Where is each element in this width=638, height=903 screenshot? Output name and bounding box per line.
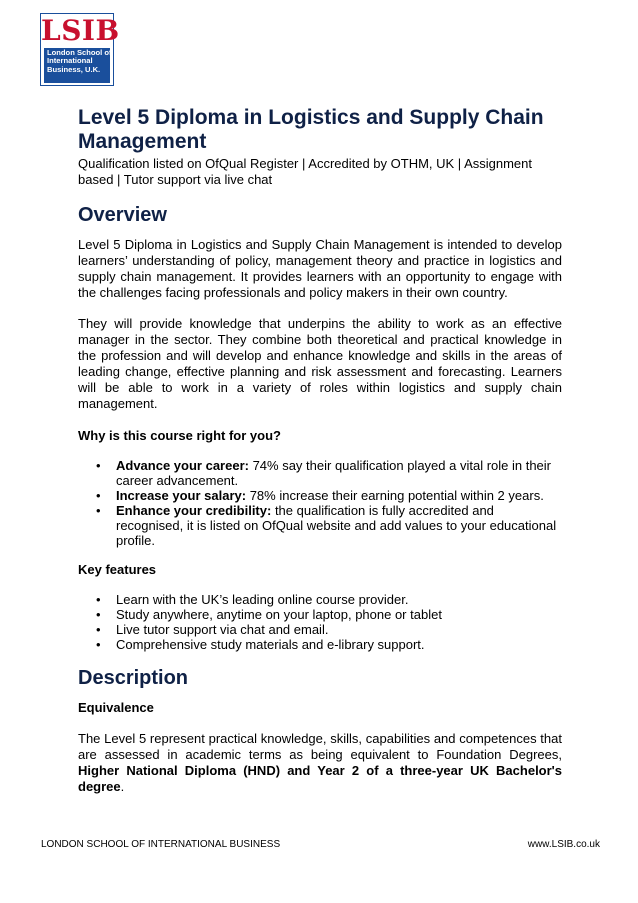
list-item: • Learn with the UK’s leading online course provider. bbox=[78, 592, 562, 607]
list-item bbox=[78, 458, 562, 488]
overview-paragraph: Level 5 Diploma in Logistics and Supply Chain Management is intended to develop learners’ understanding of policy, management theory and practice in logistics and supply chain management. It provides learners with an opportunity to engage with the challenges facing professionals and policy makers in their own country. bbox=[78, 237, 562, 300]
equivalence-heading: Equivalence bbox=[78, 700, 154, 715]
equivalence-text: The Level 5 represent practical knowledge, skills, capabilities and competences that are assessed in academic terms as being equivalent to Foundation Degrees, bbox=[78, 731, 562, 762]
overview-heading: Overview bbox=[78, 204, 167, 226]
list-item bbox=[78, 488, 562, 503]
document-body bbox=[78, 106, 562, 795]
overview-paragraph: They will provide knowledge that underpins the ability to work as an effective manager in the sector. They combine both theoretical and practical knowledge in the profession and will develop and enhance knowledge and skills in the areas of leading change, effective planning and risk assessment and forecasting. Learners will be able to work in a variety of roles within logistics and supply chain management. bbox=[78, 316, 562, 411]
logo-line: London School of bbox=[47, 48, 112, 57]
list-item: • Comprehensive study materials and e-library support. bbox=[78, 637, 562, 652]
benefit-label: Increase your salary: bbox=[116, 488, 247, 503]
why-heading: Why is this course right for you? bbox=[78, 428, 281, 443]
equivalence-paragraph bbox=[78, 731, 562, 795]
features-list bbox=[78, 592, 562, 652]
course-subtitle: Qualification listed on OfQual Register | Accredited by OTHM, UK | Assignment based | Tutor support via live chat bbox=[78, 156, 532, 187]
description-heading: Description bbox=[78, 667, 189, 689]
key-features-heading: Key features bbox=[78, 562, 157, 577]
page-title: Level 5 Diploma in Logistics and Supply Chain Management bbox=[78, 106, 544, 153]
lsib-logo bbox=[40, 13, 120, 86]
list-item: • Live tutor support via chat and email. bbox=[78, 622, 562, 637]
benefit-label: Advance your career: bbox=[116, 458, 249, 473]
logo-line: Business, U.K. bbox=[47, 64, 101, 74]
benefit-text: the qualification is fully accredited and recognised, it is listed on OfQual website and add values to your educational profile. bbox=[116, 503, 557, 548]
benefits-list bbox=[78, 458, 562, 548]
footer-website: www.LSIB.co.uk bbox=[527, 839, 600, 850]
benefit-text: 78% increase their earning potential within 2 years. bbox=[246, 488, 544, 503]
logo-wordmark: LSIB bbox=[41, 14, 120, 47]
benefit-text: 74% say their qualification played a vital role in their career advancement. bbox=[116, 458, 552, 488]
footer-school-name: LONDON SCHOOL OF INTERNATIONAL BUSINESS bbox=[41, 839, 281, 850]
logo-line: International bbox=[47, 56, 93, 66]
list-item bbox=[78, 503, 562, 548]
list-item: • Study anywhere, anytime on your laptop, phone or tablet bbox=[78, 607, 562, 622]
logo-school-name bbox=[44, 48, 110, 83]
equivalence-highlight: Higher National Diploma (HND) and Year 2 of a three-year UK Bachelor's degree bbox=[78, 763, 562, 794]
benefit-label: Enhance your credibility: bbox=[116, 503, 272, 518]
equivalence-end: . bbox=[120, 779, 125, 794]
